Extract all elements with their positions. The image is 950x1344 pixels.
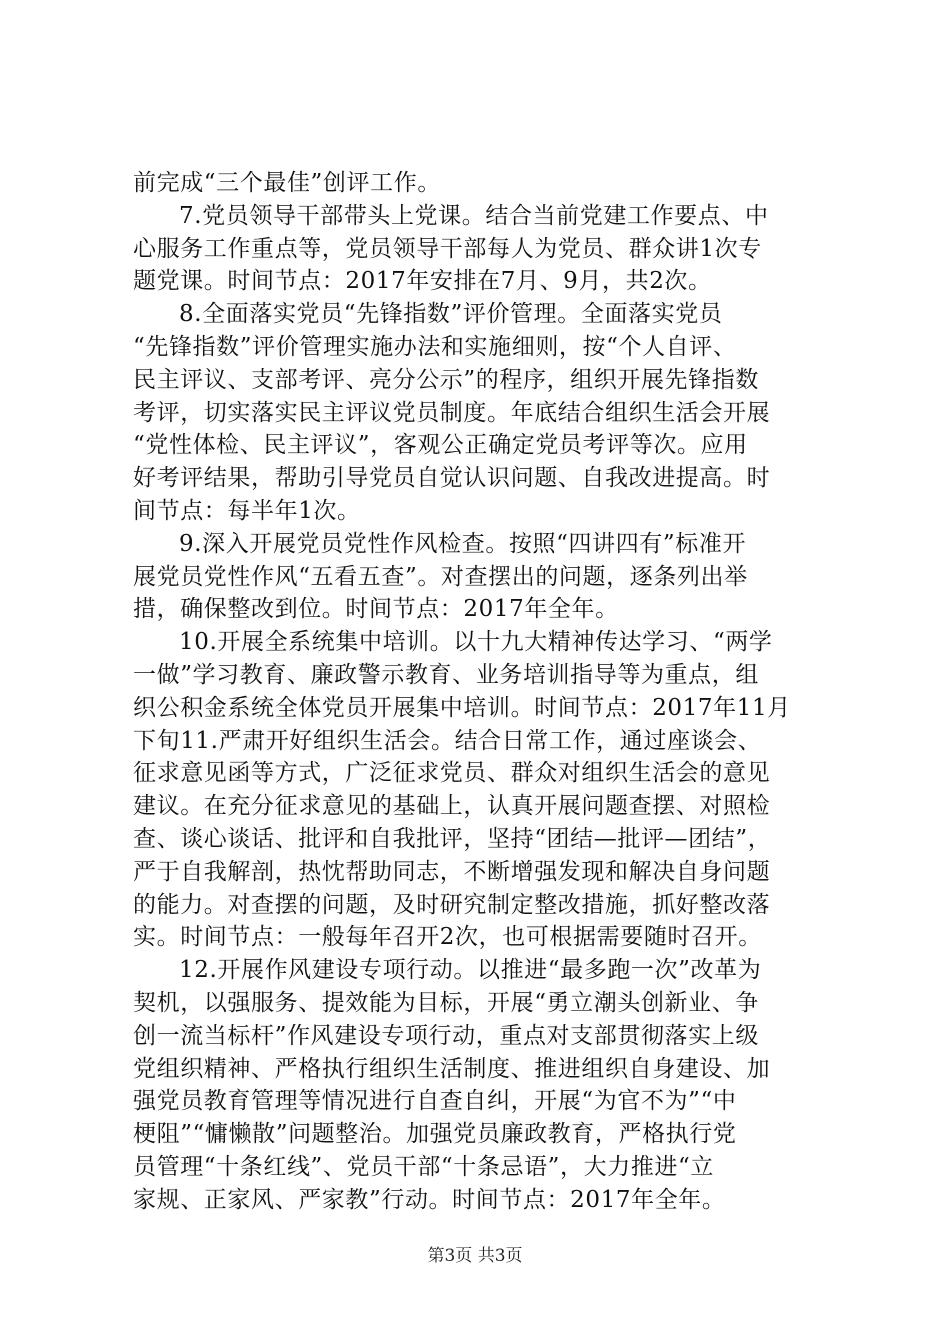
body-text-line: 措，确保整改到位。时间节点：2017年全年。	[133, 596, 619, 623]
body-text-line: 前完成“三个最佳”创评工作。	[133, 170, 441, 196]
body-text-line: 查、谈心谈话、批评和自我批评，坚持“团结—批评—团结”，	[133, 825, 772, 852]
body-text-line: 党组织精神、严格执行组织生活制度、推进组织自身建设、加	[133, 1055, 771, 1082]
body-text-line: 家规、正家风、严家教”行动。时间节点：2017年全年。	[133, 1186, 726, 1213]
paragraph-7-title-line: 7.党员领导干部带头上党课。结合当前党建工作要点、中	[179, 202, 769, 229]
body-text-line: 员管理“十条红线”、党员干部“十条忌语”，大力推进“立	[133, 1153, 714, 1180]
body-text-line: 织公积金系统全体党员开展集中培训。时间节点：2017年11月	[133, 694, 791, 721]
paragraph-12-title-line: 12.开展作风建设专项行动。以推进“最多跑一次”改革为	[179, 957, 762, 984]
body-text-line: 梗阻”“慵懒散”问题整治。加强党员廉政教育，严格执行党	[133, 1121, 737, 1148]
paragraph-10-title-line: 10.开展全系统集中培训。以十九大精神传达学习、“两学	[179, 629, 773, 656]
body-text-line: 强党员教育管理等情况进行自查自纠，开展“为官不为”“中	[133, 1088, 737, 1115]
body-text-line: 创一流当标杆”作风建设专项行动，重点对支部贯彻落实上级	[133, 1022, 759, 1049]
body-text-line: 征求意见函等方式，广泛征求党员、群众对组织生活会的意见	[133, 760, 771, 787]
body-text-line: 契机，以强服务、提效能为目标，开展“勇立潮头创新业、争	[133, 989, 759, 1016]
body-text-line: 实。时间节点：一般每年召开2次，也可根据需要随时召开。	[133, 924, 762, 951]
body-text-line: “党性体检、民主评议”，客观公正确定党员考评等次。应用	[133, 432, 748, 459]
body-text-line: 考评，切实落实民主评议党员制度。年底结合组织生活会开展	[133, 399, 771, 426]
page-number-footer: 第3页 共3页	[427, 1246, 523, 1266]
body-text-line: 的能力。对查摆的问题，及时研究制定整改措施，抓好整改落	[133, 891, 771, 918]
body-text-line: 题党课。时间节点：2017年安排在7月、9月，共2次。	[133, 268, 712, 295]
body-text-line: 下旬11.严肃开好组织生活会。结合日常工作，通过座谈会、	[133, 727, 762, 754]
body-text-line: 一做”学习教育、廉政警示教育、业务培训指导等为重点，组	[133, 661, 759, 688]
document-body	[133, 167, 833, 1217]
body-text-line: 民主评议、支部考评、亮分公示”的程序，组织开展先锋指数	[133, 366, 759, 393]
body-text-line: “先锋指数”评价管理实施办法和实施细则，按“个人自评、	[133, 333, 737, 360]
paragraph-8-title-line: 8.全面落实党员“先锋指数”评价管理。全面落实党员	[179, 301, 723, 328]
body-text-line: 建议。在充分征求意见的基础上，认真开展问题查摆、对照检	[133, 793, 771, 820]
body-text-line: 严于自我解剖，热忱帮助同志，不断增强发现和解决自身问题	[133, 858, 771, 885]
body-text-line: 展党员党性作风“五看五查”。对查摆出的问题，逐条列出举	[133, 563, 748, 590]
body-text-line: 心服务工作重点等，党员领导干部每人为党员、群众讲1次专	[133, 235, 762, 262]
body-text-line: 间节点：每半年1次。	[133, 497, 361, 524]
paragraph-9-title-line: 9.深入开展党员党性作风检查。按照“四讲四有”标准开	[179, 530, 747, 557]
body-text-line: 好考评结果，帮助引导党员自觉认识问题、自我改进提高。时	[133, 465, 771, 492]
